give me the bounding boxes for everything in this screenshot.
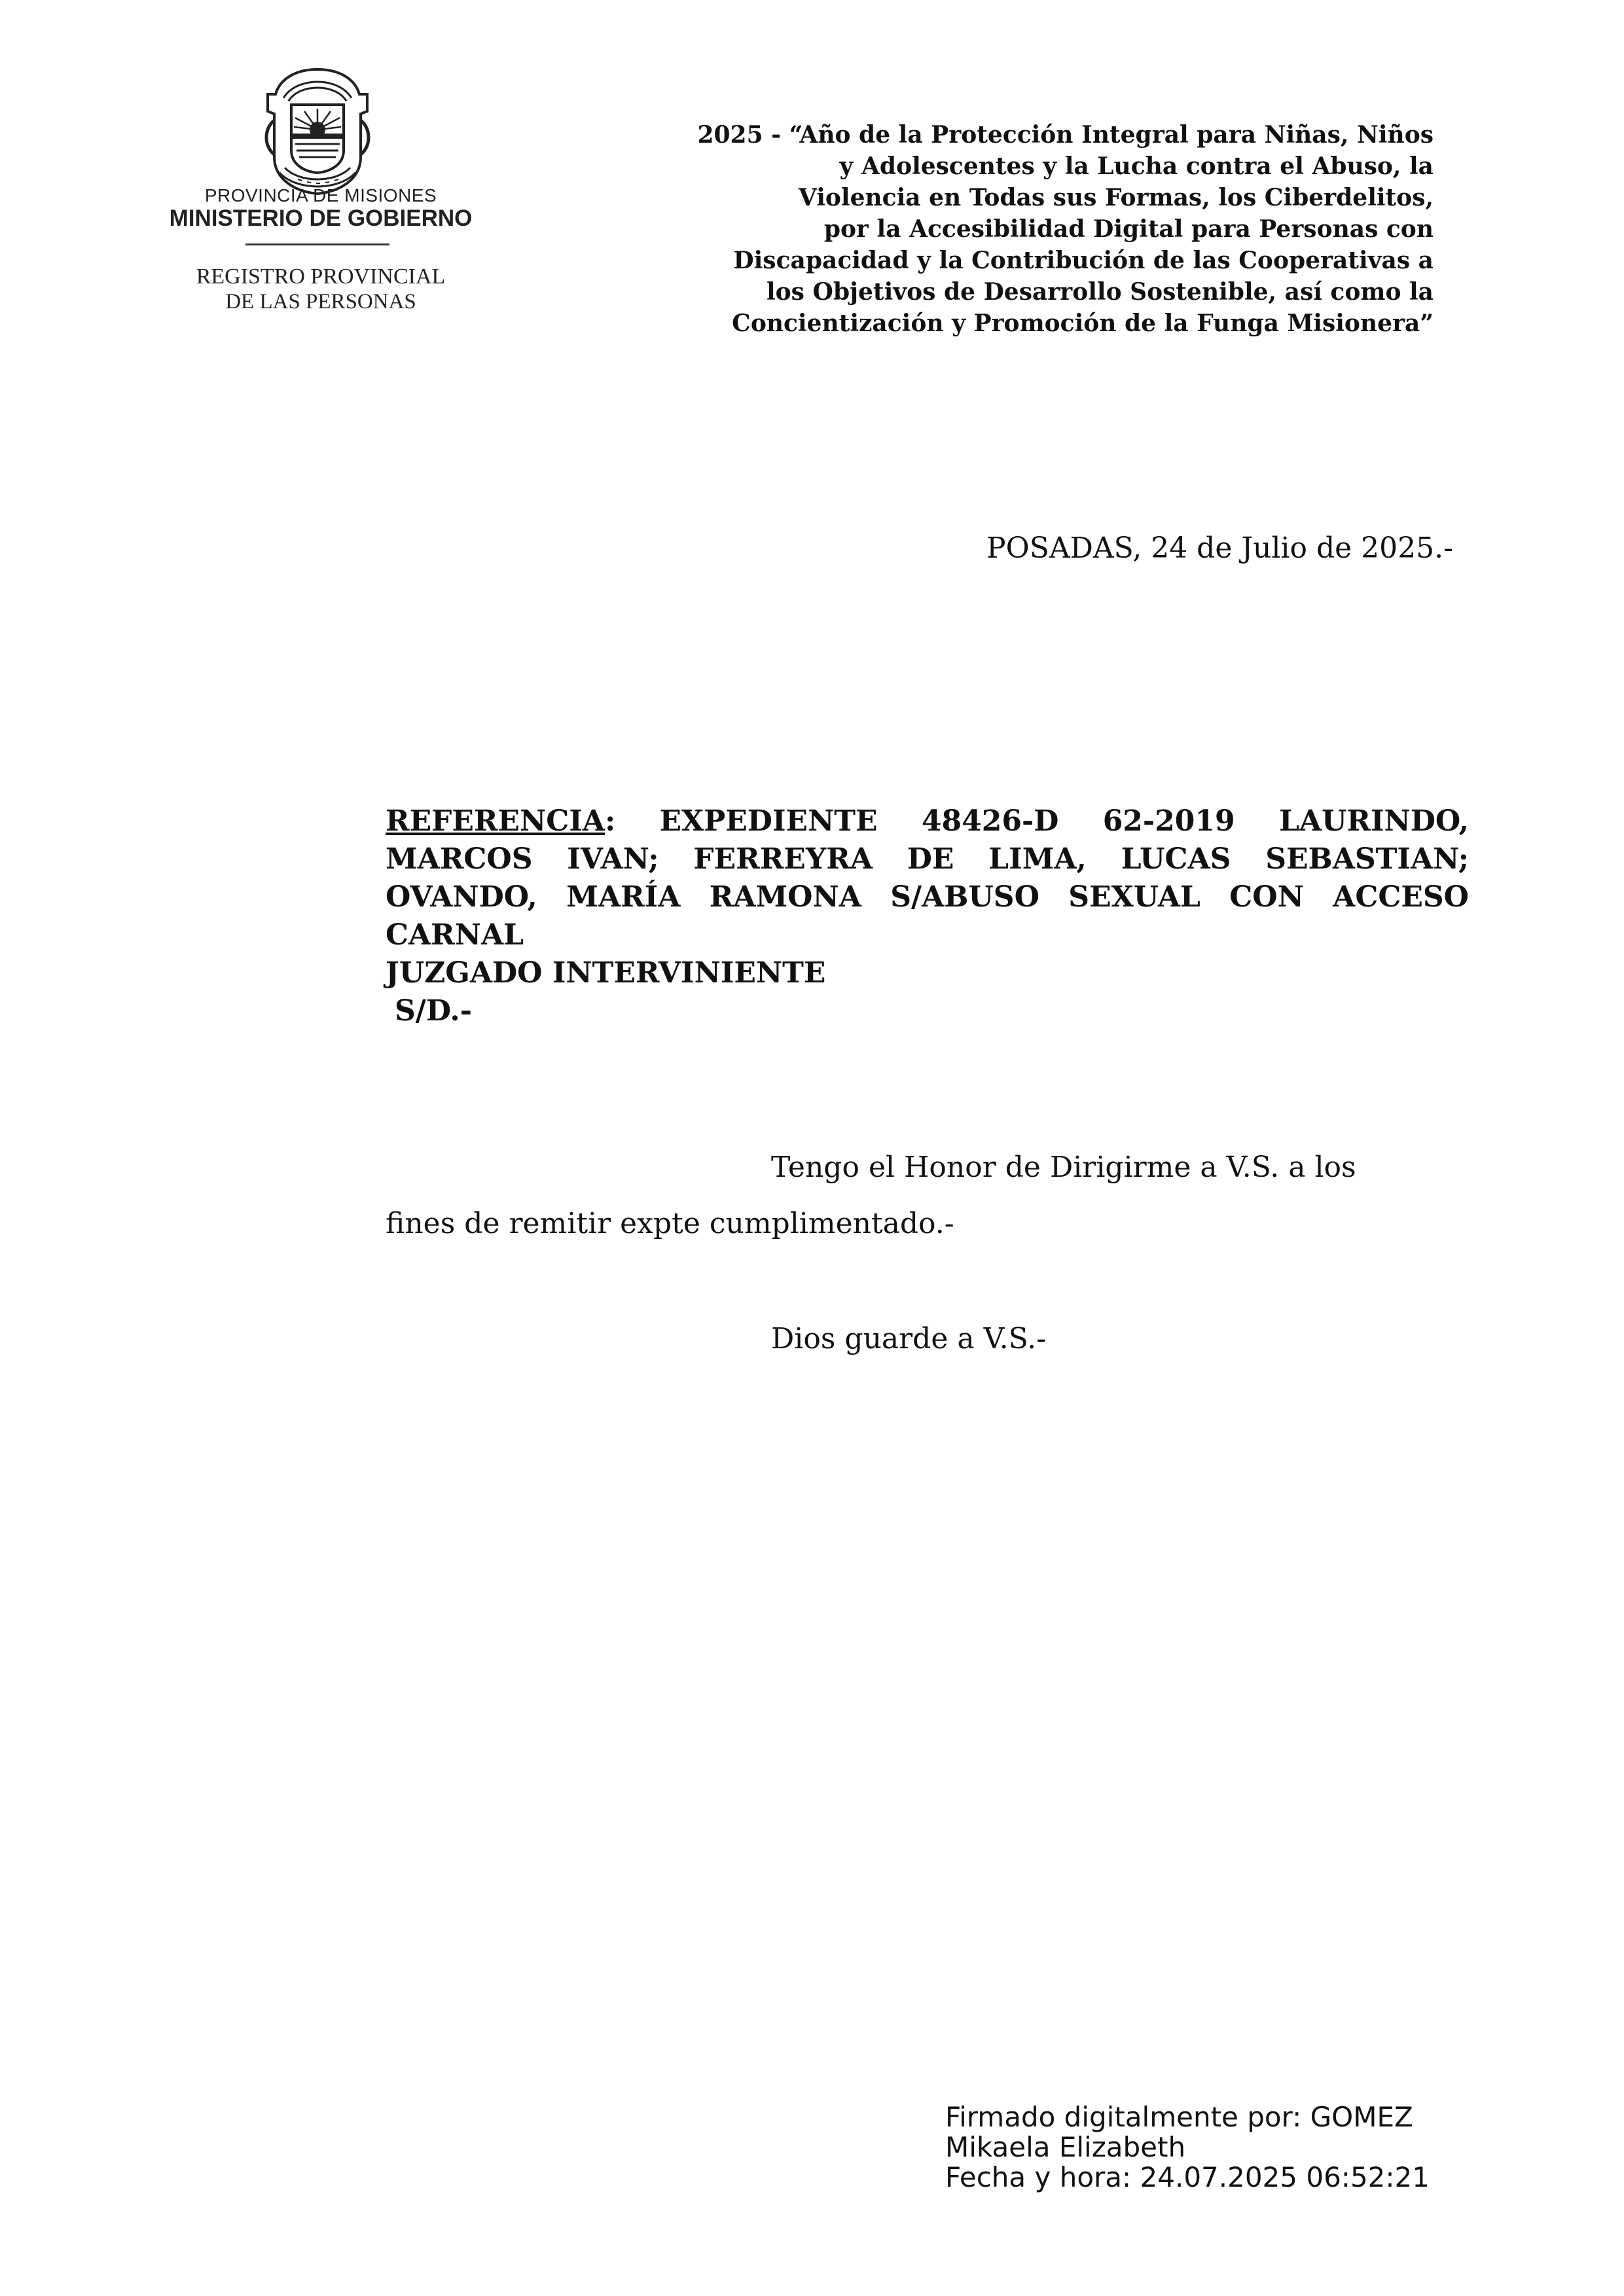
digital-signature <box>945 2102 1430 2193</box>
addressee: JUZGADO INTERVINIENTE <box>386 956 826 990</box>
reference-line: MARCOS IVAN; FERREYRA DE LIMA, LUCAS SEBASTIAN; <box>386 842 1469 876</box>
motto-line: por la Accesibilidad Digital para Personas con <box>823 215 1434 243</box>
addressee-sd: S/D.- <box>395 994 473 1028</box>
year-motto <box>589 119 1434 339</box>
signature-signer-name: Mikaela Elizabeth <box>945 2131 1186 2163</box>
motto-line: Concientización y Promoción de la Funga Misionera” <box>732 310 1434 337</box>
reference-line: OVANDO, MARÍA RAMONA S/ABUSO SEXUAL CON ACCESO <box>386 880 1469 914</box>
reference-label: REFERENCIA <box>386 804 605 838</box>
reference-line <box>386 802 1469 840</box>
reference-case-number: : EXPEDIENTE 48426-D 62-2019 LAURINDO, <box>604 804 1469 838</box>
closing-salutation: Dios guarde a V.S.- <box>771 1322 1047 1355</box>
misiones-province-crest-icon <box>252 65 383 196</box>
registry-name-line2: DE LAS PERSONAS <box>225 290 416 314</box>
motto-line: Violencia en Todas sus Formas, los Ciberdelitos, <box>798 184 1434 211</box>
signature-timestamp: Fecha y hora: 24.07.2025 06:52:21 <box>945 2161 1430 2193</box>
motto-line: y Adolescentes y la Lucha contra el Abuso, la <box>839 152 1434 180</box>
place-and-date: POSADAS, 24 de Julio de 2025.- <box>986 531 1453 565</box>
province-name: PROVINCIA DE MISIONES <box>204 185 437 206</box>
ministry-name: MINISTERIO DE GOBIERNO <box>169 206 473 231</box>
motto-line: los Objetivos de Desarrollo Sostenible, así como la <box>766 278 1434 306</box>
motto-line: 2025 - “Año de la Protección Integral para Niñas, Niños <box>697 121 1434 149</box>
body-text-line: Tengo el Honor de Dirigirme a V.S. a los <box>771 1151 1356 1184</box>
motto-line: Discapacidad y la Contribución de las Cooperativas a <box>733 247 1434 274</box>
signature-signer: Firmado digitalmente por: GOMEZ <box>945 2101 1413 2133</box>
reference-line: CARNAL <box>386 918 524 952</box>
reference-block <box>386 802 1469 1030</box>
registry-name-line1: REGISTRO PROVINCIAL <box>196 264 446 289</box>
header-divider <box>245 243 389 245</box>
body-text-line: fines de remitir expte cumplimentado.- <box>386 1207 954 1240</box>
